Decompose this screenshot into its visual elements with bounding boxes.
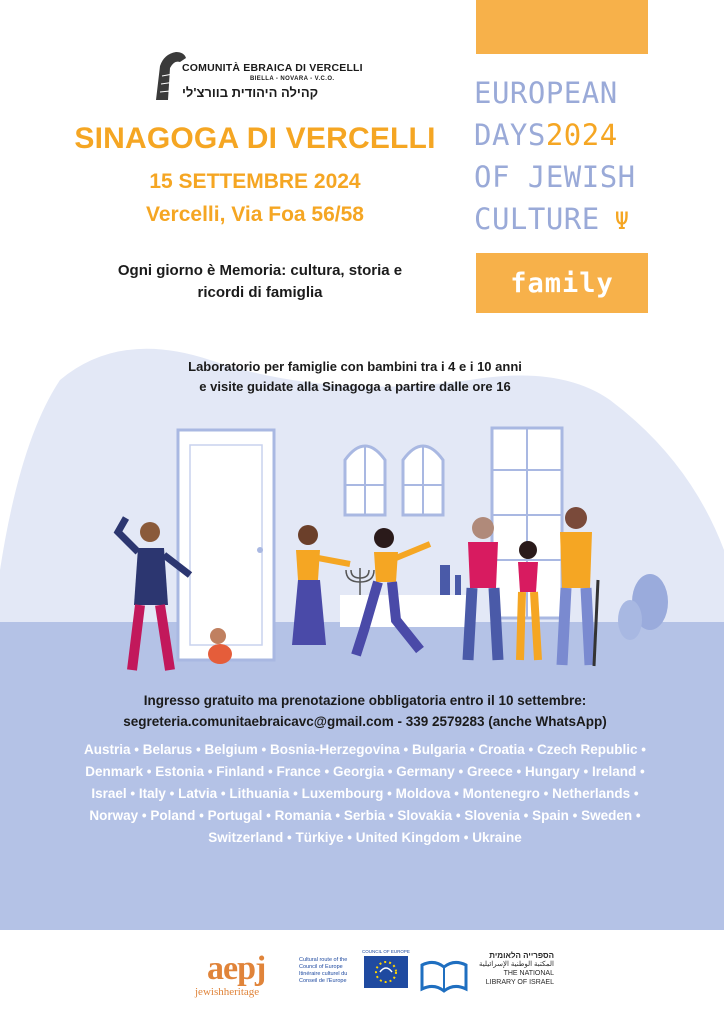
- cultural-route-text: [299, 957, 361, 985]
- coe-label: COUNCIL OF EUROPE: [362, 949, 410, 954]
- workshop-line-2: e visite guidate alla Sinagoga a partire dalle ore 16: [199, 379, 511, 394]
- country-item: Montenegro: [462, 786, 540, 801]
- community-subtitle: BIELLA - NOVARA - V.C.O.: [250, 76, 335, 82]
- country-item: Slovakia: [397, 808, 453, 823]
- edjc-top-bar: [476, 0, 648, 54]
- edjc-line-1: EUROPEAN: [474, 76, 618, 110]
- country-item: Ukraine: [472, 830, 522, 845]
- country-item: Belgium: [204, 742, 258, 757]
- edjc-line-4: [474, 198, 654, 242]
- nli-english: THE NATIONAL LIBRARY OF ISRAEL: [485, 970, 554, 986]
- window-icon: [403, 445, 443, 515]
- page-title: SINAGOGA DI VERCELLI: [74, 122, 436, 155]
- country-item: Bosnia-Herzegovina: [269, 742, 400, 757]
- national-library-book-icon: [420, 955, 468, 993]
- country-item: Latvia: [178, 786, 218, 801]
- edjc-days: DAYS: [474, 118, 546, 152]
- aepj-logo: aepj: [207, 950, 266, 987]
- country-item: Italy: [138, 786, 166, 801]
- country-item: Bulgaria: [412, 742, 467, 757]
- community-name: COMUNITÀ EBRAICA DI VERCELLI: [182, 62, 363, 74]
- country-item: Germany: [396, 764, 455, 779]
- country-item: Ireland: [592, 764, 637, 779]
- community-logo: [150, 42, 363, 104]
- country-item: Estonia: [155, 764, 204, 779]
- country-item: Portugal: [207, 808, 263, 823]
- subtitle-line-1: Ogni giorno è Memoria: cultura, storia e: [117, 262, 403, 279]
- edjc-year: 2024: [545, 118, 618, 152]
- country-item: Lithuania: [229, 786, 290, 801]
- aepj-subtitle: jewishheritage: [195, 986, 260, 998]
- booking-contact[interactable]: segreteria.comunitaebraicavc@gmail.com - 339 2579283 (anche WhatsApp): [123, 714, 607, 729]
- community-hebrew-name: קהילה היהודית בוורצ'לי: [182, 85, 319, 100]
- country-item: Moldova: [395, 786, 451, 801]
- country-item: Romania: [274, 808, 332, 823]
- country-item: Spain: [532, 808, 569, 823]
- booking-info: [60, 690, 670, 732]
- edjc-line-2: [474, 114, 654, 156]
- workshop-info: [120, 357, 590, 397]
- country-item: Norway: [89, 808, 139, 823]
- countries-list: Austria • Belarus • Belgium • Bosnia-Herzegovina • Bulgaria • Croatia • Czech Republic • Denmark • Estonia • Finland • France • Georgia • Germany • Greece • Hungary • Ireland • Israel • Italy • Latvia • Lithuania • Luxembourg • Moldova • Montenegro • Netherlands • Norway • Poland • Portugal • Romania • Serbia • Slovakia • Slovenia • Spain • Sweden • Switzerland • Türkiye • United Kingdom • Ukraine: [83, 742, 647, 845]
- country-item: Czech Republic: [537, 742, 638, 757]
- event-date: 15 SETTEMBRE 2024: [149, 170, 361, 193]
- edjc-family-badge: family: [476, 253, 648, 313]
- edjc-line-3: OF JEWISH: [474, 160, 636, 194]
- edjc-logo-text: [474, 72, 654, 242]
- country-item: Israel: [91, 786, 127, 801]
- nli-arabic: المكتبة الوطنية الإسرائيلية: [479, 961, 554, 968]
- route-en: Cultural route of the Council of Europe: [299, 957, 348, 970]
- country-item: Sweden: [581, 808, 633, 823]
- country-item: Hungary: [525, 764, 580, 779]
- window-icon: [345, 445, 385, 515]
- country-item: Georgia: [332, 764, 384, 779]
- edjc-culture: CULTURE: [474, 202, 600, 236]
- country-item: France: [276, 764, 321, 779]
- country-item: Netherlands: [552, 786, 631, 801]
- menorah-icon: Ψ: [599, 207, 630, 235]
- country-item: Finland: [216, 764, 265, 779]
- country-item: Luxembourg: [301, 786, 384, 801]
- workshop-line-1: Laboratorio per famiglie con bambini tra i 4 e i 10 anni: [188, 359, 522, 374]
- council-of-europe-flag-icon: [362, 950, 412, 994]
- country-item: Switzerland: [208, 830, 284, 845]
- nli-hebrew: הספרייה הלאומית: [489, 951, 554, 960]
- country-item: United Kingdom: [355, 830, 460, 845]
- country-item: Poland: [150, 808, 196, 823]
- national-library-text: [474, 951, 554, 987]
- country-item: Slovenia: [464, 808, 520, 823]
- booking-line-1: Ingresso gratuito ma prenotazione obbligatoria entro il 10 settembre:: [143, 693, 587, 708]
- country-item: Serbia: [343, 808, 386, 823]
- country-item: Greece: [467, 764, 513, 779]
- route-fr: Itinéraire culturel du Conseil de l'Europe: [299, 971, 348, 984]
- country-item: Belarus: [142, 742, 193, 757]
- door-icon: [178, 430, 274, 660]
- country-item: Türkiye: [295, 830, 344, 845]
- country-item: Denmark: [85, 764, 143, 779]
- subtitle-line-2: ricordi di famiglia: [197, 284, 323, 301]
- event-subtitle: [50, 260, 470, 304]
- country-item: Croatia: [478, 742, 525, 757]
- event-address: Vercelli, Via Foa 56/58: [146, 203, 364, 226]
- country-item: Austria: [83, 742, 131, 757]
